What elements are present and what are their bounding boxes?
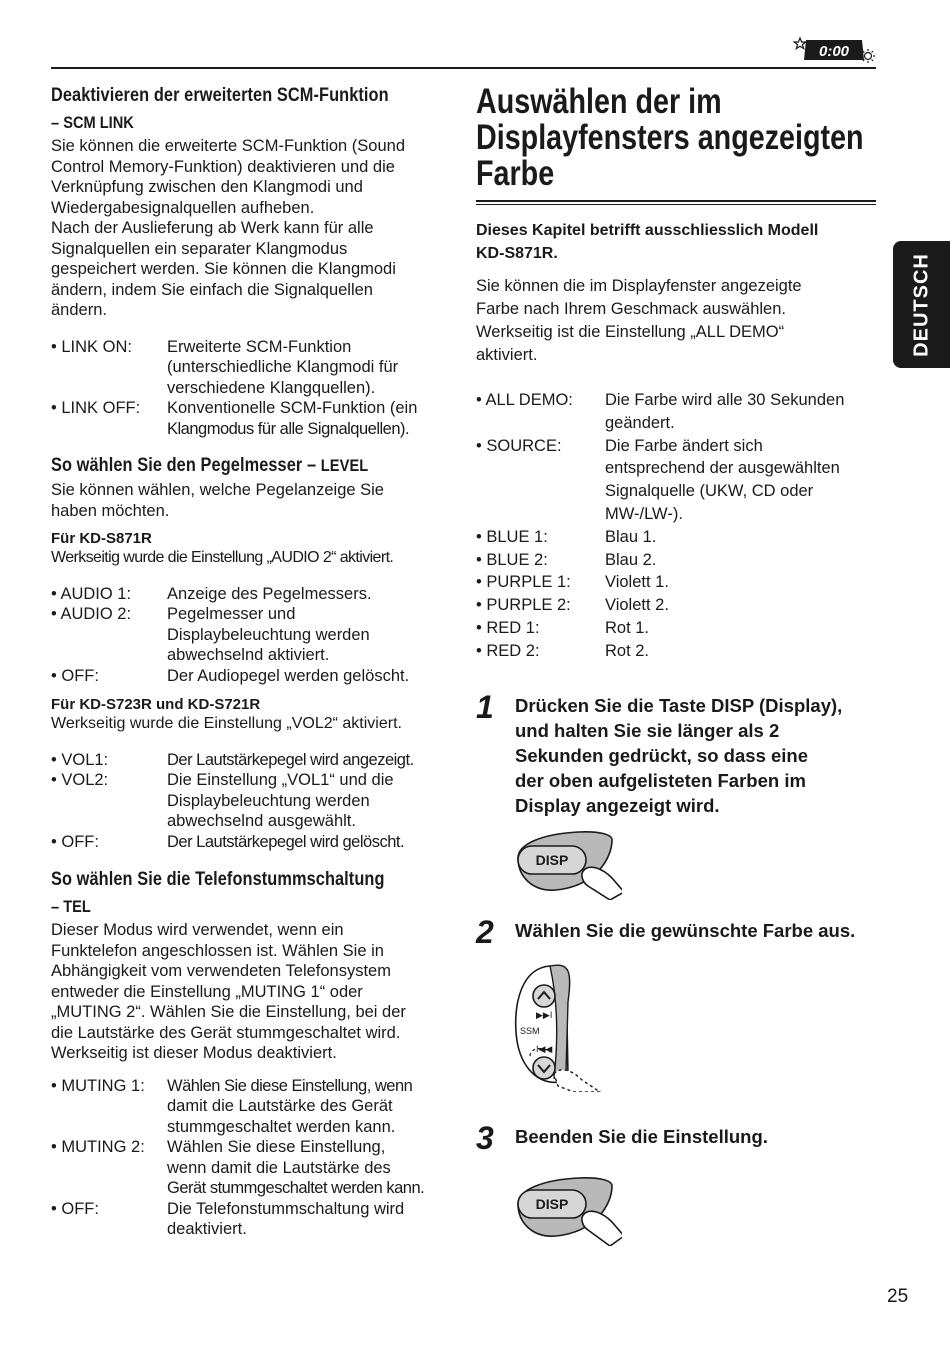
updown-press-illustration	[510, 962, 606, 1092]
model1-label: Für KD-S871R	[51, 530, 152, 547]
option-line: entsprechend der ausgewählten	[605, 459, 840, 478]
option-description	[167, 1199, 456, 1240]
disp-label: DISP	[535, 1196, 569, 1212]
option-line: verschiedene Klangquellen).	[167, 378, 376, 397]
option-line: Displaybeleuchtung werden	[167, 625, 370, 644]
option-key: • PURPLE 1:	[476, 573, 571, 592]
option-line: Blau 2.	[605, 550, 657, 569]
option-line: abwechselnd ausgewählt.	[167, 812, 356, 830]
text-line: Dieser Modus wird verwendet, wenn ein	[51, 921, 344, 939]
text-line: Drücken Sie die Taste DISP (Display),	[515, 694, 843, 716]
option-line: Der Lautstärkepegel wird angezeigt.	[167, 750, 414, 769]
text-line: Farbe	[476, 154, 555, 193]
tel-section	[51, 868, 456, 1240]
left-column	[51, 84, 456, 1240]
option-key: • RED 1:	[476, 618, 540, 637]
tel-heading: So wählen Sie die Telefonstummschaltung	[51, 869, 385, 890]
down-button	[533, 1057, 555, 1079]
page-title	[476, 84, 876, 192]
tel-body	[51, 920, 456, 1064]
text-line: ändern, indem Sie einfach die Signalquellen	[51, 280, 373, 299]
language-tab-label: DEUTSCH	[910, 252, 932, 357]
language-tab	[893, 241, 950, 368]
option-item	[476, 389, 876, 435]
finger-icon	[554, 1070, 600, 1092]
option-line: Die Telefonstummschaltung wird	[167, 1199, 405, 1218]
option-description	[167, 750, 456, 771]
option-description	[167, 832, 456, 853]
option-line: Violett 1.	[605, 573, 669, 592]
option-item	[51, 666, 456, 687]
option-item	[476, 571, 876, 594]
option-key: • OFF:	[51, 1199, 99, 1218]
option-item	[51, 1076, 456, 1138]
option-line: Displaybeleuchtung werden	[167, 791, 370, 810]
option-description	[167, 337, 456, 399]
disp-press-illustration-2	[512, 1174, 622, 1246]
top-rule	[51, 67, 876, 69]
tel-subheading: – TEL	[51, 897, 91, 916]
option-line: Die Farbe wird alle 30 Sekunden	[605, 391, 845, 409]
option-key: • VOL1:	[51, 750, 109, 769]
option-description	[605, 617, 876, 640]
text-line: entweder die Einstellung „MUTING 1“ oder	[51, 982, 363, 1001]
option-description	[167, 666, 456, 687]
option-item	[51, 832, 456, 853]
intro-text	[476, 275, 876, 367]
ssm-label: SSM	[520, 1026, 540, 1036]
text-line: Verknüpfung zwischen den Klangmodi und	[51, 178, 363, 196]
step-1	[476, 688, 876, 818]
option-description	[605, 594, 876, 617]
option-description	[167, 1076, 456, 1138]
option-line: Der Lautstärkepegel wird gelöscht.	[167, 832, 405, 851]
model2-label: Für KD-S723R und KD-S721R	[51, 696, 261, 713]
option-description	[167, 770, 456, 832]
option-line: Rot 1.	[605, 618, 650, 637]
option-line: Konventionelle SCM-Funktion (ein	[167, 399, 418, 417]
option-item	[51, 398, 456, 439]
step-text	[515, 918, 855, 943]
finger-icon	[582, 867, 622, 900]
option-description	[605, 435, 876, 526]
color-options	[476, 389, 876, 663]
option-key: • BLUE 2:	[476, 550, 548, 569]
right-column	[476, 84, 876, 818]
option-line: Signalquelle (UKW, CD oder	[605, 482, 814, 501]
text-line: Dieses Kapitel betrifft ausschliesslich Modell	[476, 222, 819, 239]
scm-heading: Deaktivieren der erweiterten SCM-Funktion	[51, 85, 389, 106]
option-description	[167, 1137, 456, 1199]
text-line: Sie können die erweiterte SCM-Funktion (Sound	[51, 137, 406, 155]
text-line: Signalquellen ein separater Klangmodus	[51, 239, 348, 258]
disp-press-illustration	[512, 828, 622, 900]
option-item	[51, 1199, 456, 1240]
model2-default: Werkseitig wurde die Einstellung „VOL2“ aktiviert.	[51, 715, 402, 732]
option-line: wenn damit die Lautstärke des	[167, 1158, 391, 1177]
option-item	[51, 1137, 456, 1199]
option-item	[51, 337, 456, 399]
text-line: Abhängigkeit vom verwendeten Telefonsystem	[51, 962, 391, 980]
option-line: Violett 2.	[605, 596, 669, 615]
level-heading: So wählen Sie den Pegelmesser – LEVEL	[51, 455, 369, 476]
text-line: und halten Sie sie länger als 2	[515, 719, 780, 741]
tel-options	[51, 1076, 456, 1240]
level-section	[51, 454, 456, 852]
option-description	[167, 584, 456, 605]
text-line: Display angezeigt wird.	[515, 794, 720, 816]
option-key: • MUTING 2:	[51, 1138, 145, 1156]
svg-text:▶▶I: ▶▶I	[536, 1010, 553, 1020]
option-description	[167, 604, 456, 666]
text-line: gespeichert werden. Sie können die Klangmodi	[51, 260, 396, 278]
text-line: Farbe nach Ihrem Geschmack auswählen.	[476, 300, 786, 318]
option-key: • BLUE 1:	[476, 527, 548, 546]
option-line: Der Audiopegel werden gelöscht.	[167, 666, 410, 685]
scm-section	[51, 84, 456, 439]
option-line: deaktiviert.	[167, 1220, 247, 1238]
option-key: • OFF:	[51, 666, 99, 685]
option-description	[605, 549, 876, 572]
finger-icon	[582, 1211, 622, 1246]
text-line: KD-S871R.	[476, 245, 558, 262]
level-body	[51, 480, 456, 521]
option-key: • ALL DEMO:	[476, 391, 573, 409]
option-line: Anzeige des Pegelmessers.	[167, 584, 372, 603]
option-key: • SOURCE:	[476, 436, 562, 455]
option-line: (unterschiedliche Klangmodi für	[167, 358, 399, 376]
option-key: • LINK OFF:	[51, 399, 141, 417]
step-number: 3	[476, 1120, 494, 1156]
option-item	[51, 770, 456, 832]
text-line: Werkseitig ist dieser Modus deaktiviert.	[51, 1044, 337, 1062]
text-line: ändern.	[51, 301, 107, 319]
option-item	[476, 549, 876, 572]
option-item	[51, 604, 456, 666]
option-key: • AUDIO 2:	[51, 605, 132, 623]
option-line: Wählen Sie diese Einstellung, wenn	[167, 1076, 413, 1095]
option-item	[51, 750, 456, 771]
option-key: • RED 2:	[476, 641, 540, 660]
option-line: damit die Lautstärke des Gerät	[167, 1097, 393, 1115]
option-key: • MUTING 1:	[51, 1076, 145, 1095]
page-number: 25	[887, 1286, 909, 1307]
disp-label: DISP	[535, 852, 569, 868]
option-description	[167, 398, 456, 439]
text-line: der oben aufgelisteten Farben im	[515, 769, 806, 791]
star-icon	[794, 38, 806, 49]
step-text	[515, 693, 842, 818]
model1-default: Werkseitig wurde die Einstellung „AUDIO 2“ aktiviert.	[51, 549, 394, 566]
intro-note	[476, 219, 876, 265]
option-item	[476, 640, 876, 663]
option-item	[476, 435, 876, 526]
option-line: Erweiterte SCM-Funktion	[167, 337, 352, 356]
text-line: aktiviert.	[476, 346, 538, 364]
option-key: • AUDIO 1:	[51, 584, 132, 603]
option-line: Wählen Sie diese Einstellung,	[167, 1138, 386, 1156]
text-line: Sie können wählen, welche Pegelanzeige Sie	[51, 481, 384, 499]
clock-text: 0:00	[818, 43, 850, 60]
up-button	[533, 985, 555, 1007]
option-line: abwechselnd aktiviert.	[167, 646, 330, 664]
text-line: Control Memory-Funktion) deaktivieren und die	[51, 157, 395, 176]
option-line: Pegelmesser und	[167, 605, 296, 623]
option-description	[605, 389, 876, 435]
scm-subheading: – SCM LINK	[51, 113, 134, 132]
option-key: • PURPLE 2:	[476, 596, 571, 615]
text-line: Displayfensters angezeigten	[476, 118, 864, 157]
option-line: geändert.	[605, 413, 675, 432]
text-line: Wählen Sie die gewünschte Farbe aus.	[515, 920, 856, 941]
scm-body	[51, 136, 456, 321]
svg-text:I◀◀: I◀◀	[536, 1044, 553, 1054]
option-line: Blau 1.	[605, 527, 657, 546]
text-line: Werkseitig ist die Einstellung „ALL DEMO“	[476, 323, 785, 341]
text-line: Nach der Auslieferung ab Werk kann für alle	[51, 219, 374, 237]
scm-options	[51, 337, 456, 440]
option-description	[605, 526, 876, 549]
text-line: Funktelefon angeschlossen ist. Wählen Sie in	[51, 941, 384, 960]
option-item	[476, 594, 876, 617]
text-line: die Lautstärke des Gerät stummgeschaltet wird.	[51, 1023, 401, 1042]
option-item	[476, 617, 876, 640]
option-key: • LINK ON:	[51, 337, 132, 356]
option-description	[605, 571, 876, 594]
text-line: Sie können die im Displayfenster angezeigte	[476, 277, 802, 295]
step-3	[476, 1120, 876, 1156]
option-line: stummgeschaltet werden kann.	[167, 1117, 396, 1136]
option-item	[51, 584, 456, 605]
option-line: Die Einstellung „VOL1“ und die	[167, 771, 394, 789]
option-line: Rot 2.	[605, 641, 650, 660]
text-line: Sekunden gedrückt, so dass eine	[515, 744, 809, 766]
option-description	[605, 640, 876, 663]
option-line: Gerät stummgeschaltet werden kann.	[167, 1179, 425, 1197]
model2-options	[51, 750, 456, 853]
title-rule	[476, 200, 876, 205]
option-key: • OFF:	[51, 832, 99, 851]
text-line: Wiedergabesignalquellen aufheben.	[51, 198, 315, 217]
step-number: 1	[476, 688, 494, 725]
text-line: haben möchten.	[51, 501, 170, 520]
option-item	[476, 526, 876, 549]
clock-badge	[792, 36, 878, 64]
option-key: • VOL2:	[51, 771, 109, 789]
option-line: MW-/LW-).	[605, 504, 683, 523]
model1-options	[51, 584, 456, 687]
step-number: 2	[476, 914, 494, 950]
text-line: „MUTING 2“. Wählen Sie die Einstellung, bei der	[51, 1003, 406, 1021]
option-line: Die Farbe ändert sich	[605, 436, 763, 455]
step-text	[515, 1124, 768, 1149]
text-line: Auswählen der im	[476, 82, 722, 121]
step-2	[476, 914, 876, 950]
option-line: Klangmodus für alle Signalquellen).	[167, 419, 410, 438]
text-line: Beenden Sie die Einstellung.	[515, 1126, 768, 1147]
